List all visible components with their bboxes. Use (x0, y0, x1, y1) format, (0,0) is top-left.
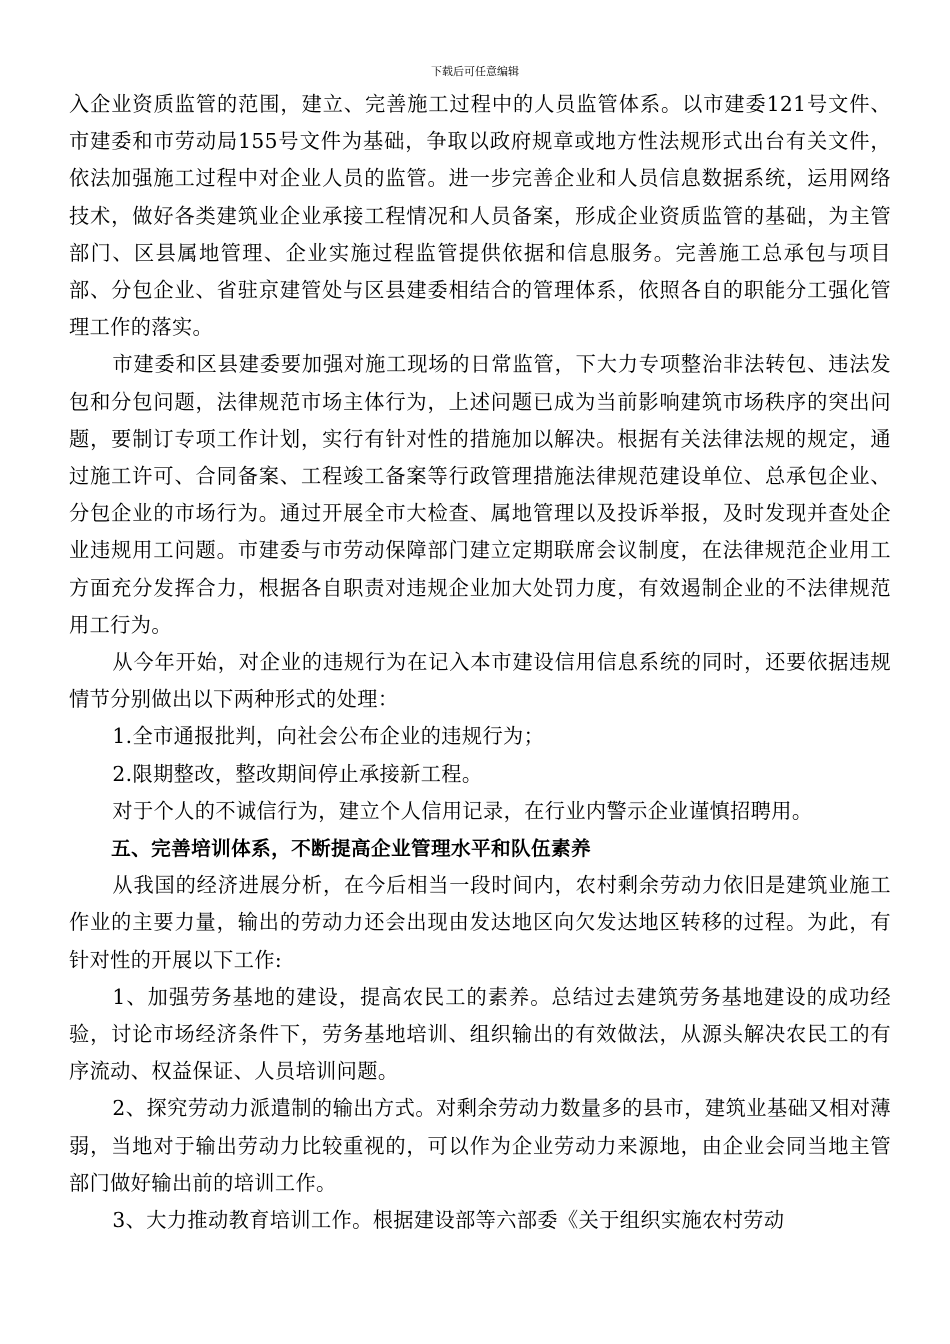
list-item-education-training: 3、大力推动教育培训工作。根据建设部等六部委《关于组织实施农村劳动 (112, 1208, 785, 1233)
list-item-public-criticism: 1.全市通报批判，向社会公布企业的违规行为； (112, 724, 545, 749)
paragraph-economic-analysis: 从我国的经济进展分析，在今后相当一段时间内，农村剩余劳动力依旧是建筑业施工作业的主要力量，输出的劳动力还会出现由发达地区向欠发达地区转移的过程。为此，有针对性的开展以下工作: (69, 873, 891, 972)
paragraph-site-supervision: 市建委和区县建委要加强对施工现场的日常监管，下大力专项整治非法转包、违法发包和分包问题，法律规范市场主体行为，上述问题已成为当前影响建筑市场秩序的突出问题，要制订专项工作计划，实行有针对性的措施加以解决。根据有关法律法规的规定，通过施工许可、合同备案、工程竣工备案等行政管理措施法律规范建设单位、总承包企业、分包企业的市场行为。通过开展全市大检查、属地管理以及投诉举报，及时发现并查处企业违规用工问题。市建委与市劳动保障部门建立定期联席会议制度，在法律规范企业用工方面充分发挥合力，根据各自职责对违规企业加大处罚力度，有效遏制企业的不法律规范用工行为。 (69, 352, 891, 637)
list-item-labor-base: 1、加强劳务基地的建设，提高农民工的素养。总结过去建筑劳务基地建设的成功经验，讨论市场经济条件下，劳务基地培训、组织输出的有效做法，从源头解决农民工的有序流动、权益保证、人员培训问题。 (69, 984, 891, 1084)
paragraph-personal-credit: 对于个人的不诚信行为，建立个人信用记录，在行业内警示企业谨慎招聘用。 (112, 798, 813, 823)
page-header-note: 下载后可任意编辑 (431, 65, 519, 78)
paragraph-continuation: 入企业资质监管的范围，建立、完善施工过程中的人员监管体系。以市建委121号文件、市建委和市劳动局155号文件为基础，争取以政府规章或地方性法规形式出台有关文件，依法加强施工过程中对企业人员的监管。进一步完善企业和人员信息数据系统，运用网络技术，做好各类建筑业企业承接工程情况和人员备案，形成企业资质监管的基础，为主管部门、区县属地管理、企业实施过程监管提供依据和信息服务。完善施工总承包与项目部、分包企业、省驻京建管处与区县建委相结合的管理体系，依照各自的职能分工强化管理工作的落实。 (69, 92, 891, 340)
list-item-rectification: 2.限期整改，整改期间停止承接新工程。 (112, 761, 483, 786)
list-item-dispatch-system: 2、探究劳动力派遣制的输出方式。对剩余劳动力数量多的县市，建筑业基础又相对薄弱，当地对于输出劳动力比较重视的，可以作为企业劳动力来源地，由企业会同当地主管部门做好输出前的培训工作。 (69, 1096, 891, 1195)
document-body (69, 86, 891, 1239)
section-heading-training: 五、完善培训体系，不断提高企业管理水平和队伍素养 (111, 837, 591, 861)
paragraph-violation-handling: 从今年开始，对企业的违规行为在记入本市建设信用信息系统的同时，还要依据违规情节分别做出以下两种形式的处理： (69, 650, 891, 712)
